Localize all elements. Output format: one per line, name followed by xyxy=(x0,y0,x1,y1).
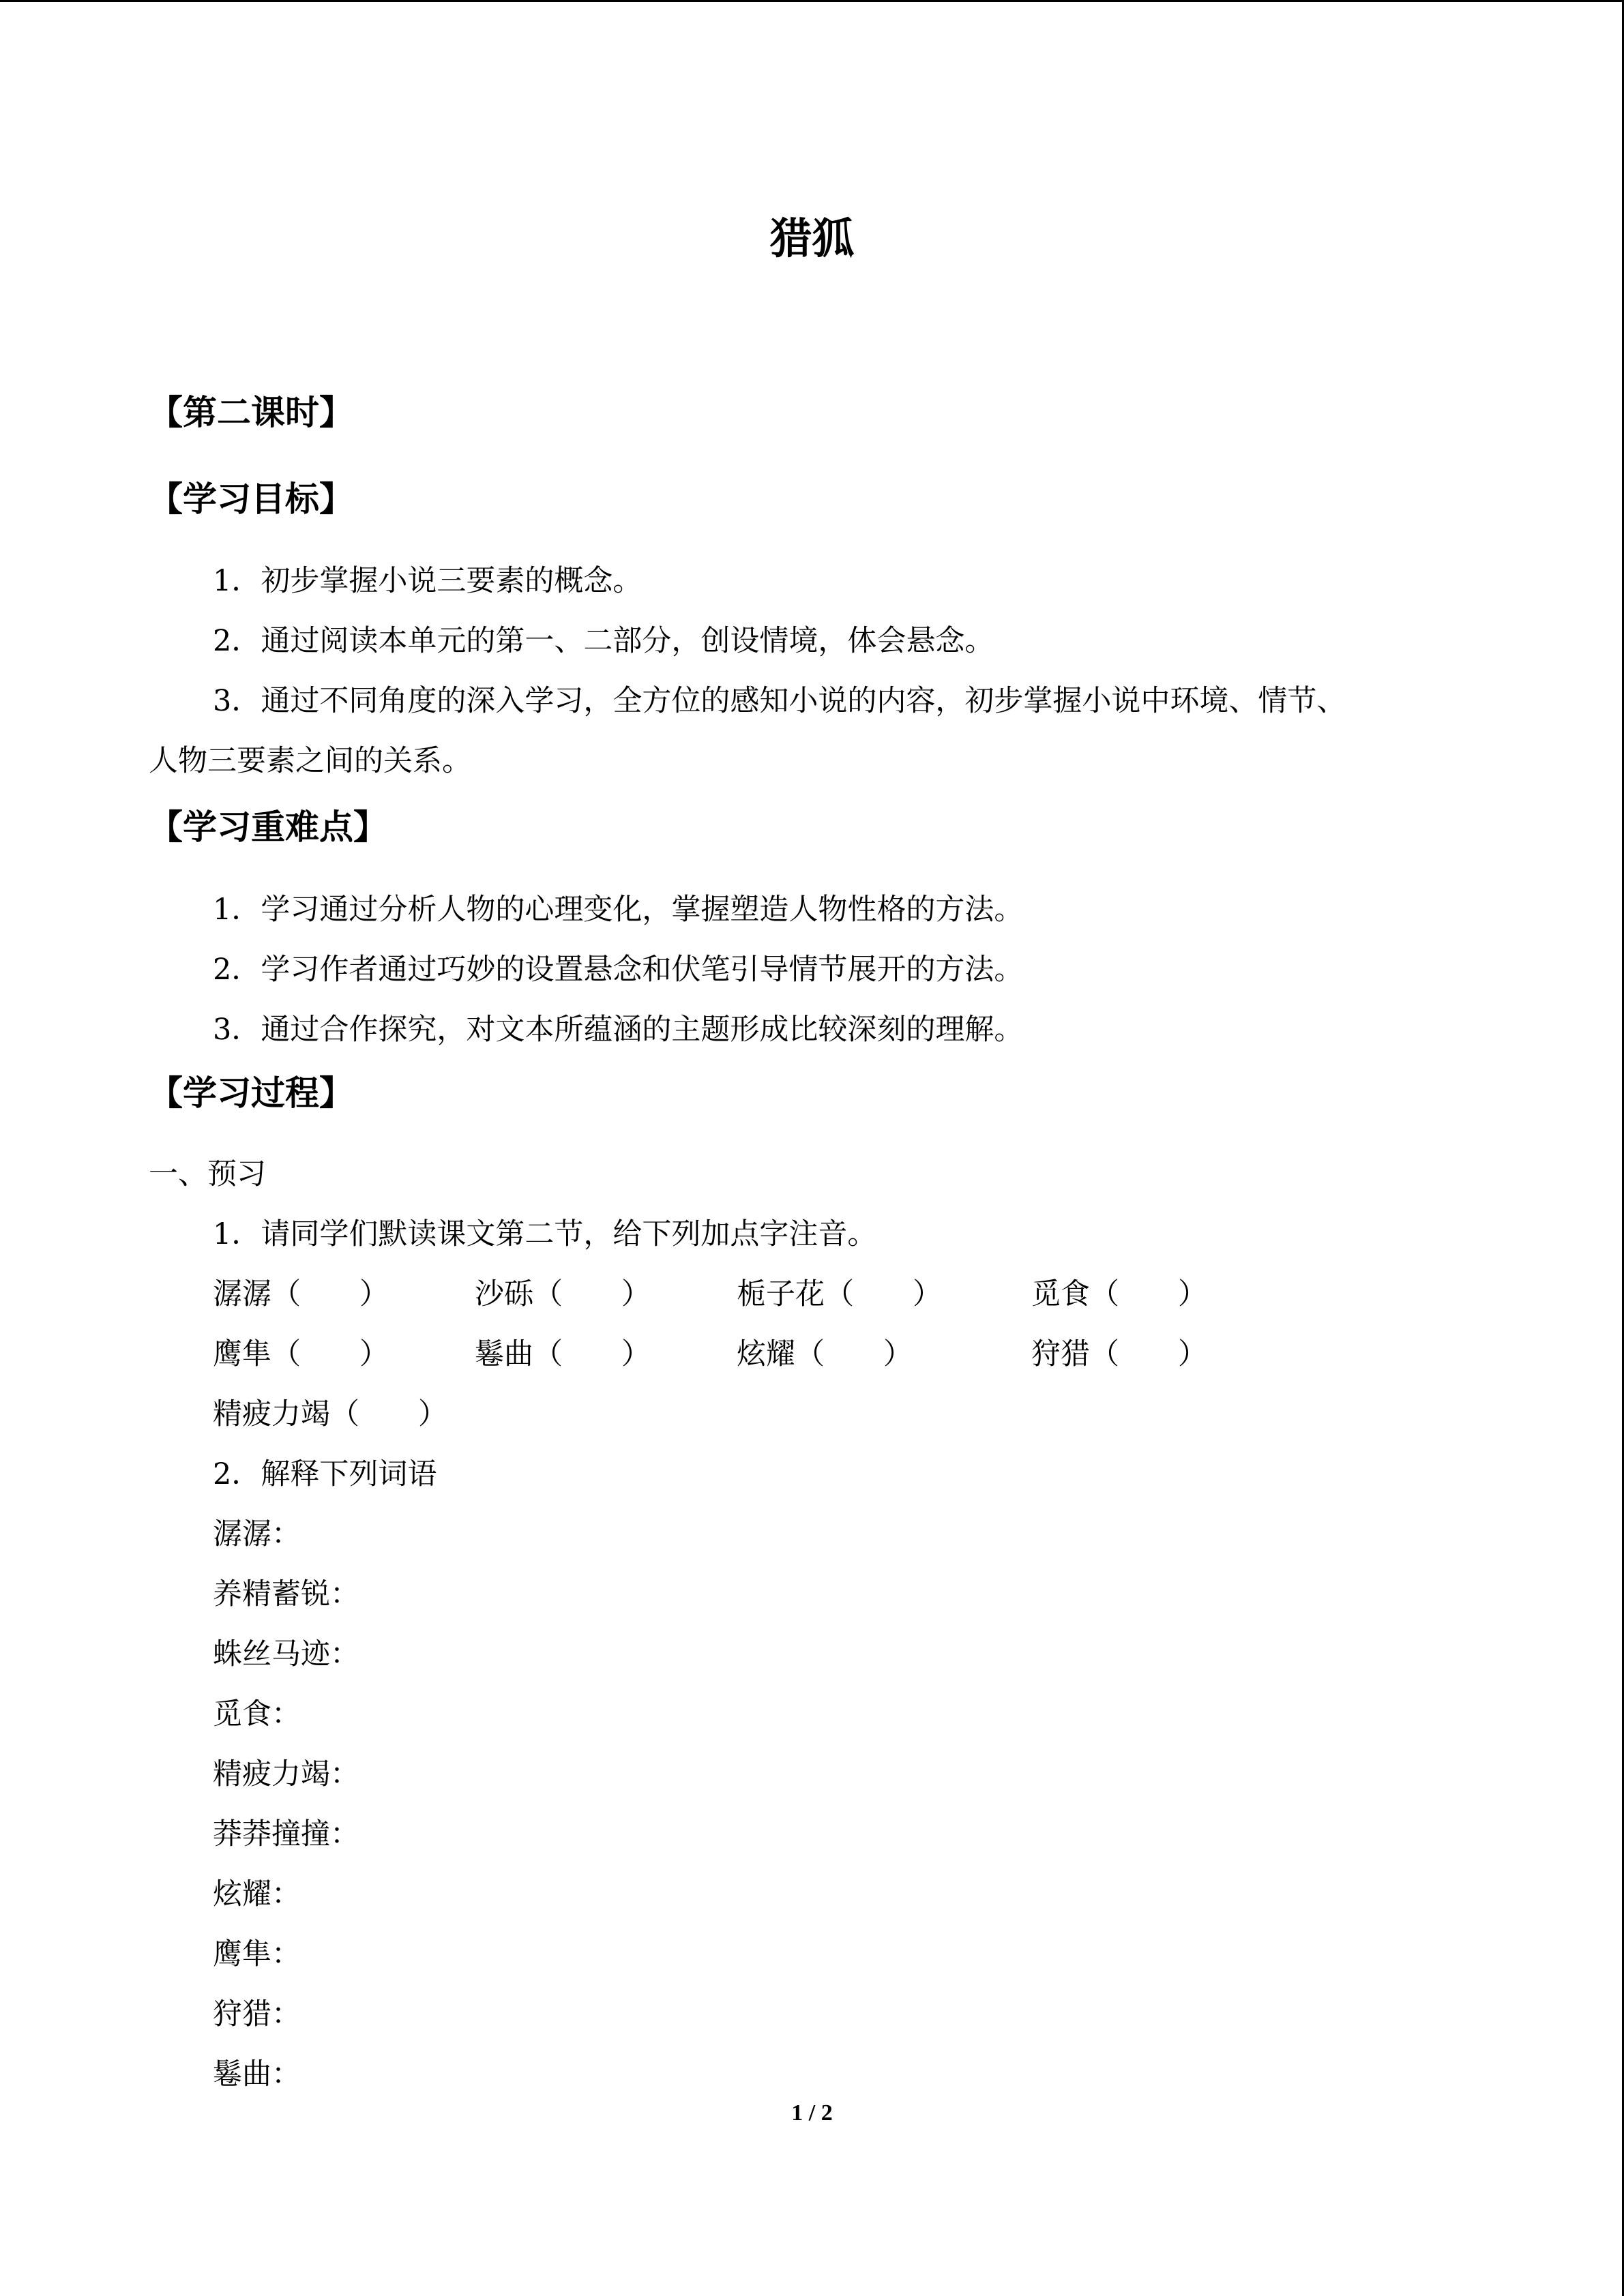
preview-heading: 一、预习 xyxy=(149,1157,266,1191)
term-definition[interactable]: 潺潺： xyxy=(213,1517,301,1551)
goal-item: 2．通过阅读本单元的第一、二部分，创设情境，体会悬念。 xyxy=(213,624,994,658)
key-point-item: 1．学习通过分析人物的心理变化，掌握塑造人物性格的方法。 xyxy=(213,893,1024,927)
term-definition[interactable]: 蛛丝马迹： xyxy=(213,1637,359,1671)
goals-heading: 【学习目标】 xyxy=(149,479,353,519)
pinyin-blank[interactable]: 潺潺（ ） xyxy=(213,1277,389,1311)
goal-item: 3．通过不同角度的深入学习，全方位的感知小说的内容，初步掌握小说中环境、情节、 xyxy=(213,684,1346,718)
goal-item: 1．初步掌握小说三要素的概念。 xyxy=(213,564,643,598)
pinyin-blank[interactable]: 狩猎（ ） xyxy=(1031,1337,1207,1371)
process-heading: 【学习过程】 xyxy=(149,1073,353,1113)
term-definition[interactable]: 莽莽撞撞： xyxy=(213,1817,359,1851)
pinyin-blank[interactable]: 沙砾（ ） xyxy=(475,1277,651,1311)
term-definition[interactable]: 养精蓄锐： xyxy=(213,1577,359,1611)
term-definition[interactable]: 鹰隼： xyxy=(213,1937,301,1971)
goal-item-continued: 人物三要素之间的关系。 xyxy=(149,744,471,778)
page-border-top xyxy=(0,0,1624,2)
pinyin-blank[interactable]: 觅食（ ） xyxy=(1031,1277,1207,1311)
pinyin-blank[interactable]: 鹰隼（ ） xyxy=(213,1337,389,1371)
term-definition[interactable]: 觅食： xyxy=(213,1697,301,1731)
key-point-item: 2．学习作者通过巧妙的设置悬念和伏笔引导情节展开的方法。 xyxy=(213,953,1024,987)
pinyin-blank[interactable]: 精疲力竭（ ） xyxy=(213,1397,447,1431)
term-definition[interactable]: 鬈曲： xyxy=(213,2057,301,2091)
pinyin-blank[interactable]: 鬈曲（ ） xyxy=(475,1337,651,1371)
preview-task-1: 1．请同学们默读课文第二节，给下列加点字注音。 xyxy=(213,1217,877,1251)
term-definition[interactable]: 精疲力竭： xyxy=(213,1757,359,1791)
key-point-item: 3．通过合作探究，对文本所蕴涵的主题形成比较深刻的理解。 xyxy=(213,1013,1024,1047)
pinyin-blank[interactable]: 栀子花（ ） xyxy=(737,1277,942,1311)
term-definition[interactable]: 狩猎： xyxy=(213,1997,301,2031)
preview-task-2: 2．解释下列词语 xyxy=(213,1457,437,1491)
term-definition[interactable]: 炫耀： xyxy=(213,1877,301,1911)
document-title: 猎狐 xyxy=(769,213,855,263)
pinyin-blank[interactable]: 炫耀（ ） xyxy=(737,1337,913,1371)
key-points-heading: 【学习重难点】 xyxy=(149,807,387,847)
page-number: 1 / 2 xyxy=(791,2100,833,2126)
lesson-heading: 【第二课时】 xyxy=(149,393,353,432)
